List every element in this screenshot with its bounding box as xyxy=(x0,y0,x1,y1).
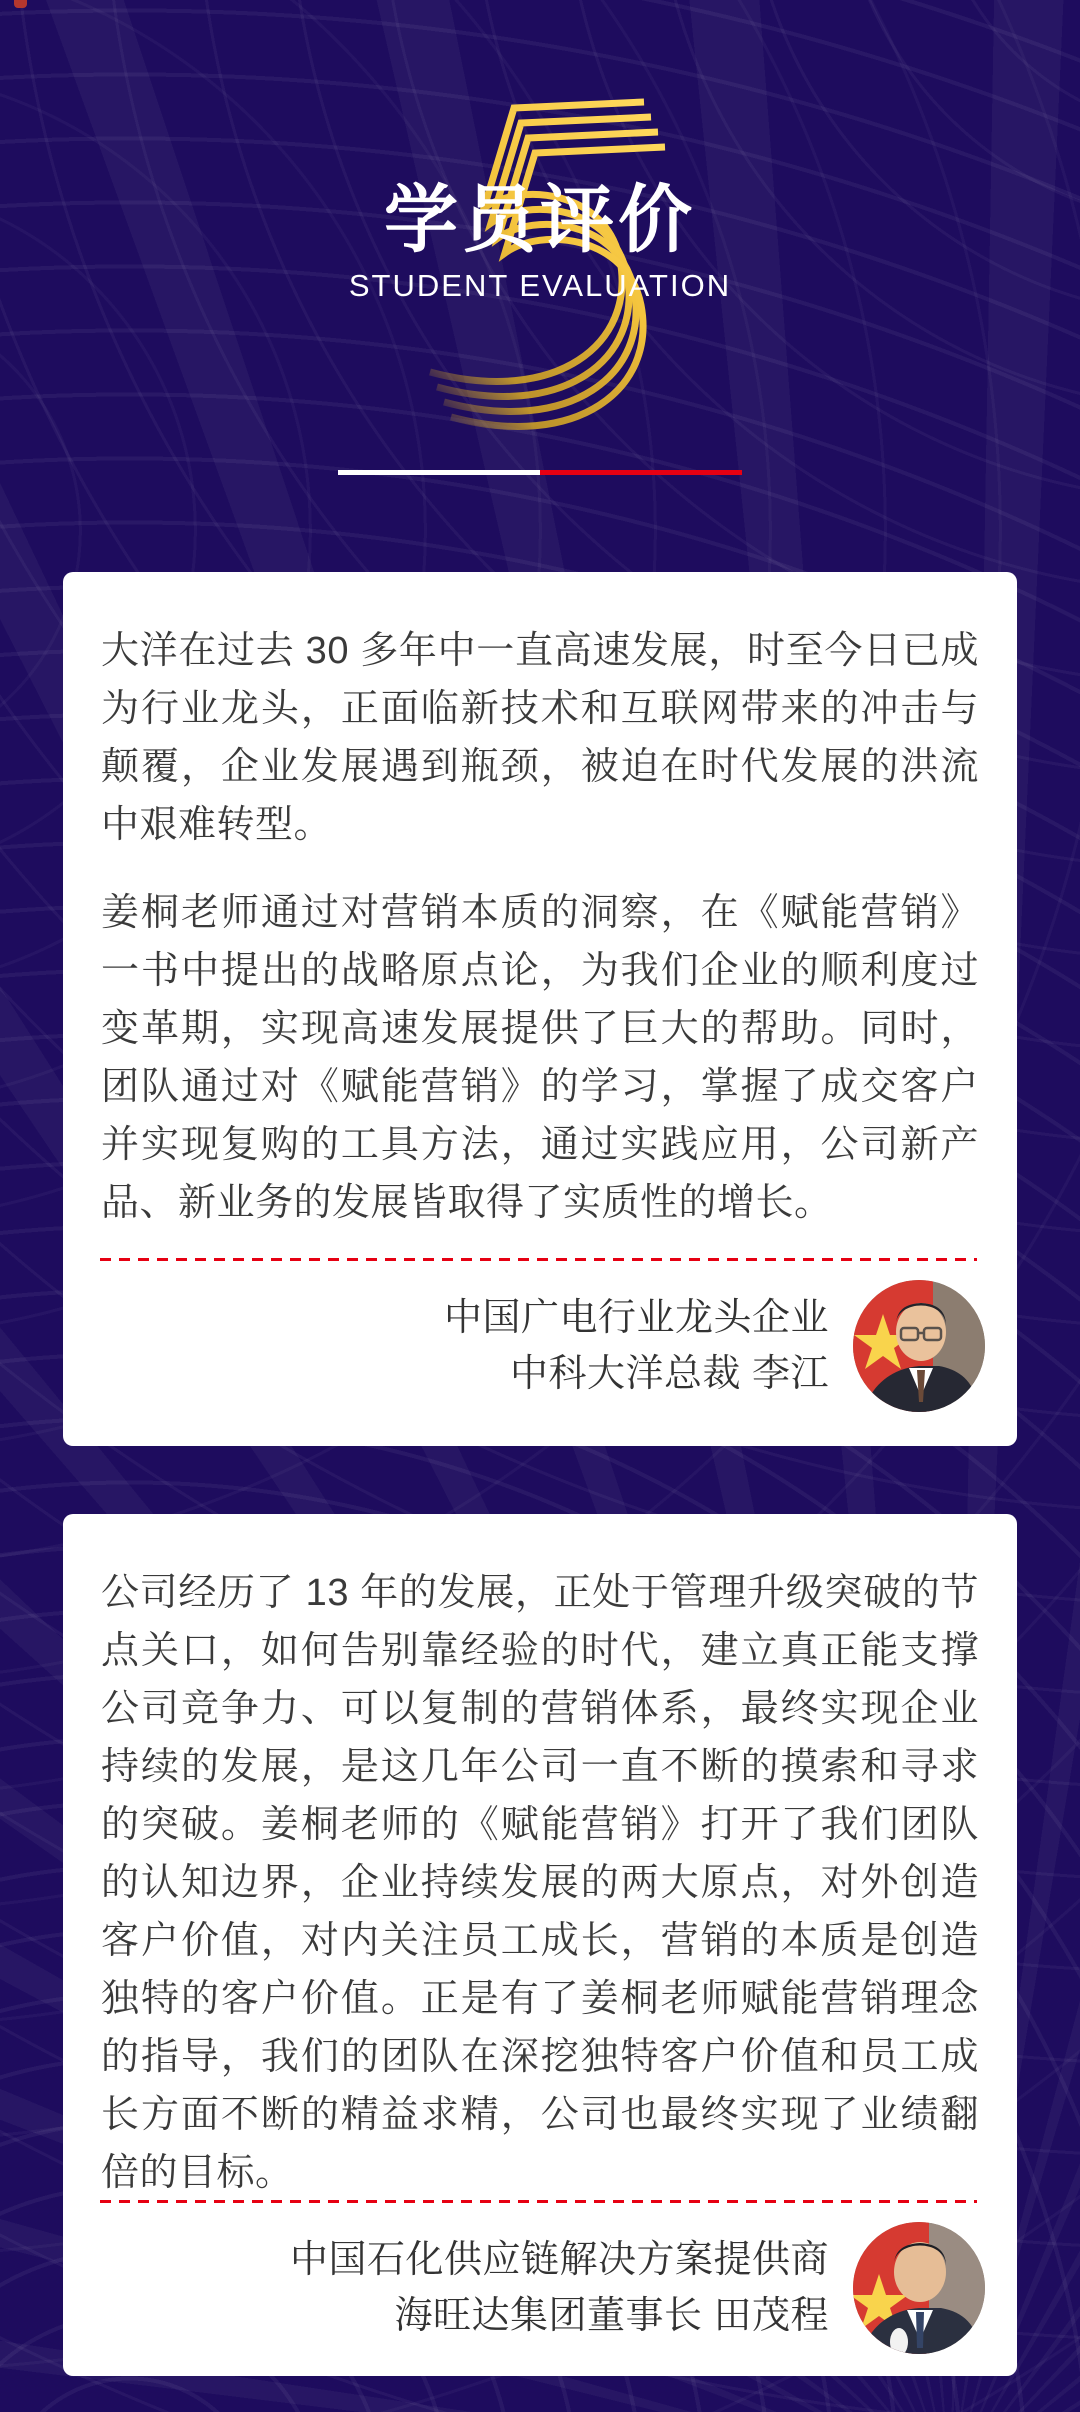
tie xyxy=(916,2312,924,2348)
attribution-org: 中国石化供应链解决方案提供商 xyxy=(289,2239,829,2281)
avatar-photo-tian-maocheng xyxy=(853,2222,985,2354)
testimonial-card-1 xyxy=(63,572,1017,1446)
page-title: 学员评价 xyxy=(384,178,696,261)
testimonial-text-2 xyxy=(101,1564,979,2202)
attribution-1 xyxy=(444,1280,985,1412)
testimonial-text-1 xyxy=(101,622,979,1232)
attribution-org: 中国广电行业龙头企业 xyxy=(443,1297,829,1339)
avatar-photo-li-jiang xyxy=(853,1280,985,1412)
red-dashed-divider xyxy=(100,2200,977,2203)
header-divider xyxy=(338,470,742,475)
testimonial-paragraph: 公司经历了 13 年的发展，正处于管理升级突破的节点关口，如何告别靠经验的时代，建立真正能支撑公司竞争力、可以复制的营销体系，最终实现企业持续的发展，是这几年公司一直不断的摸索和寻求的突破。姜桐老师的《赋能营销》打开了我们团队的认知边界，企业持续发展的两大原点，对外创造客户价值，对内关注员工成长，营销的本质是创造独特的客户价值。正是有了姜桐老师赋能营销理念的指导，我们的团队在深挖独特客户价值和员工成长方面不断的精益求精，公司也最终实现了业绩翻倍的目标。 xyxy=(101,1572,979,2194)
testimonial-card-2 xyxy=(63,1514,1017,2376)
attribution-2 xyxy=(290,2222,985,2354)
face xyxy=(894,2242,946,2302)
divider-white-segment xyxy=(338,470,540,475)
red-dashed-divider xyxy=(100,1258,977,1261)
testimonial-paragraph: 姜桐老师通过对营销本质的洞察，在《赋能营销》一书中提出的战略原点论，为我们企业的顺利度过变革期，实现高速发展提供了巨大的帮助。同时，团队通过对《赋能营销》的学习，掌握了成交客户并实现复购的工具方法，通过实践应用，公司新产品、新业务的发展皆取得了实质性的增长。 xyxy=(101,892,979,1224)
divider-red-segment xyxy=(540,470,742,475)
attribution-person: 中科大洋总裁 李江 xyxy=(509,1353,829,1395)
red-speck-decoration xyxy=(14,0,27,8)
testimonial-paragraph: 大洋在过去 30 多年中一直高速发展，时至今日已成为行业龙头，正面临新技术和互联网带来的冲击与颠覆，企业发展遇到瓶颈，被迫在时代发展的洪流中艰难转型。 xyxy=(101,630,979,846)
attribution-person: 海旺达集团董事长 田茂程 xyxy=(394,2295,829,2337)
page-subtitle: STUDENT EVALUATION xyxy=(348,268,732,303)
